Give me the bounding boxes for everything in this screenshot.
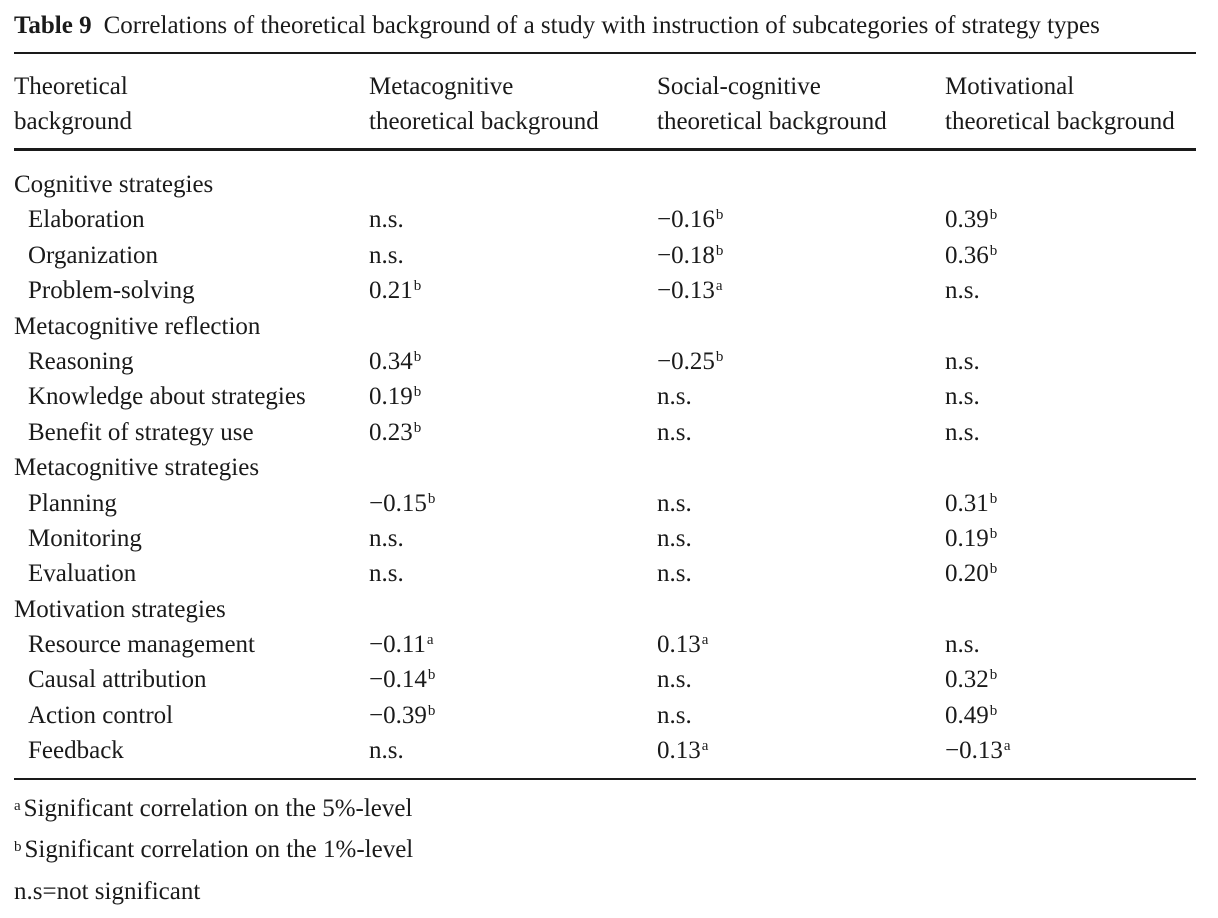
correlation-cell xyxy=(657,273,723,308)
significance-mark: b xyxy=(989,490,998,507)
header-social-cognitive: Social-cognitive theoretical background xyxy=(657,73,887,135)
footnote-ns xyxy=(14,875,200,909)
correlation-cell xyxy=(657,379,692,414)
footnote-text: Significant correlation on the 1%-level xyxy=(24,836,414,863)
row-label: Feedback xyxy=(28,737,124,765)
category-row xyxy=(0,450,1218,485)
correlation-cell xyxy=(369,521,404,556)
cell-value: n.s. xyxy=(657,489,692,517)
significance-mark: b xyxy=(427,702,436,719)
significance-mark: b xyxy=(413,384,422,401)
cell-value: n.s. xyxy=(945,631,980,659)
cell-value: 0.21 xyxy=(369,277,413,305)
cell-value: n.s. xyxy=(945,383,980,411)
category-row xyxy=(0,592,1218,627)
significance-mark: b xyxy=(427,490,436,507)
table-row xyxy=(0,344,1218,379)
correlation-cell xyxy=(657,238,723,273)
significance-mark: b xyxy=(413,278,422,295)
category-row xyxy=(0,309,1218,344)
row-label: Problem-solving xyxy=(28,277,195,305)
table-row xyxy=(0,556,1218,591)
significance-mark: a xyxy=(715,278,723,295)
cell-value: 0.34 xyxy=(369,347,413,375)
correlation-cell xyxy=(369,344,421,379)
cell-value: 0.39 xyxy=(945,206,989,234)
correlation-cell xyxy=(657,344,723,379)
table-title: Correlations of theoretical background of a study with instruction of subcategories of strategy types xyxy=(103,12,1100,39)
row-label: Elaboration xyxy=(28,206,145,234)
correlation-cell xyxy=(369,273,421,308)
significance-mark: b xyxy=(989,667,998,684)
cell-value: 0.19 xyxy=(369,383,413,411)
significance-mark: a xyxy=(701,632,709,649)
cell-value: n.s. xyxy=(657,524,692,552)
correlation-cell xyxy=(369,556,404,591)
cell-value: n.s. xyxy=(657,666,692,694)
correlation-cell xyxy=(945,733,1011,768)
cell-value: n.s. xyxy=(369,524,404,552)
significance-mark: a xyxy=(1003,738,1011,755)
correlation-cell xyxy=(657,662,692,697)
cell-value: 0.31 xyxy=(945,489,989,517)
top-rule xyxy=(14,52,1196,54)
correlation-cell xyxy=(657,556,692,591)
table-row xyxy=(0,521,1218,556)
cell-value: n.s. xyxy=(369,206,404,234)
header-rule xyxy=(14,148,1196,151)
cell-value: −0.25 xyxy=(657,347,715,375)
cell-value: 0.19 xyxy=(945,524,989,552)
correlation-cell xyxy=(657,733,708,768)
table-label: Table 9 xyxy=(14,12,92,39)
cell-value: −0.15 xyxy=(369,489,427,517)
correlation-cell xyxy=(945,238,997,273)
correlation-cell xyxy=(945,662,997,697)
correlation-cell xyxy=(657,627,708,662)
correlation-cell xyxy=(369,662,435,697)
row-label: Causal attribution xyxy=(28,666,207,694)
correlation-cell xyxy=(945,556,997,591)
cell-value: n.s. xyxy=(945,277,980,305)
category-label: Metacognitive strategies xyxy=(14,454,260,482)
correlation-cell xyxy=(945,202,997,237)
correlation-cell xyxy=(369,238,404,273)
category-label: Cognitive strategies xyxy=(14,171,214,198)
table-body xyxy=(0,167,1218,769)
correlation-cell xyxy=(657,486,692,521)
correlation-cell xyxy=(945,344,980,379)
significance-mark: b xyxy=(989,242,998,259)
table-row xyxy=(0,202,1218,237)
cell-value: 0.20 xyxy=(945,560,989,588)
cell-value: 0.36 xyxy=(945,241,989,269)
correlation-cell xyxy=(945,379,980,414)
table-row xyxy=(0,415,1218,450)
cell-value: n.s. xyxy=(945,347,980,375)
category-row xyxy=(0,167,1218,202)
correlation-cell xyxy=(369,379,421,414)
category-label: Motivation strategies xyxy=(14,595,226,623)
significance-mark: b xyxy=(715,242,724,259)
table-row xyxy=(0,238,1218,273)
correlation-cell xyxy=(369,415,421,450)
header-metacognitive: Metacognitive theoretical background xyxy=(369,73,599,135)
cell-value: −0.39 xyxy=(369,701,427,729)
cell-value: n.s. xyxy=(657,418,692,446)
significance-mark: b xyxy=(413,419,422,436)
correlation-cell xyxy=(945,698,997,733)
cell-value: 0.13 xyxy=(657,631,701,659)
cell-value: n.s. xyxy=(657,701,692,729)
correlation-cell xyxy=(369,202,404,237)
category-label: Metacognitive reflection xyxy=(14,312,261,340)
table-row xyxy=(0,273,1218,308)
row-label: Reasoning xyxy=(28,347,134,375)
correlation-cell xyxy=(945,415,980,450)
footnote-text: n.s=not significant xyxy=(14,878,201,905)
significance-mark: b xyxy=(715,207,724,224)
cell-value: n.s. xyxy=(369,737,404,765)
significance-mark: b xyxy=(989,561,998,578)
table-row xyxy=(0,379,1218,414)
correlation-cell xyxy=(945,627,980,662)
correlation-cell xyxy=(657,521,692,556)
cell-value: n.s. xyxy=(369,241,404,269)
cell-value: −0.11 xyxy=(369,631,426,659)
row-label: Evaluation xyxy=(28,560,137,588)
cell-value: n.s. xyxy=(369,560,404,588)
correlation-cell xyxy=(369,733,404,768)
correlation-cell xyxy=(945,521,997,556)
significance-mark: b xyxy=(989,702,998,719)
cell-value: −0.18 xyxy=(657,241,715,269)
row-label: Benefit of strategy use xyxy=(28,418,254,446)
correlation-cell xyxy=(657,698,692,733)
bottom-rule xyxy=(14,778,1196,780)
correlation-cell xyxy=(369,486,435,521)
significance-mark: b xyxy=(427,667,436,684)
table-row xyxy=(0,733,1218,768)
cell-value: −0.13 xyxy=(945,737,1003,765)
table-caption xyxy=(14,8,1204,44)
footnote-mark: a xyxy=(14,798,21,814)
significance-mark: b xyxy=(989,525,998,542)
significance-mark: b xyxy=(715,348,724,365)
table-row xyxy=(0,486,1218,521)
row-label: Monitoring xyxy=(28,524,142,552)
table-row xyxy=(0,662,1218,697)
correlation-cell xyxy=(657,202,723,237)
row-label: Organization xyxy=(28,241,159,269)
footnote-text: Significant correlation on the 5%-level xyxy=(23,795,413,822)
significance-mark: a xyxy=(701,738,709,755)
footnote-a xyxy=(14,792,412,826)
cell-value: n.s. xyxy=(945,418,980,446)
cell-value: 0.32 xyxy=(945,666,989,694)
correlation-cell xyxy=(369,627,434,662)
significance-mark: b xyxy=(989,207,998,224)
significance-mark: b xyxy=(413,348,422,365)
table-row xyxy=(0,627,1218,662)
row-label: Resource management xyxy=(28,631,255,659)
correlation-cell xyxy=(945,486,997,521)
correlation-cell xyxy=(369,698,435,733)
correlation-cell xyxy=(945,273,980,308)
cell-value: 0.23 xyxy=(369,418,413,446)
cell-value: −0.14 xyxy=(369,666,427,694)
row-label: Knowledge about strategies xyxy=(28,383,306,411)
row-label: Planning xyxy=(28,489,117,517)
cell-value: 0.49 xyxy=(945,701,989,729)
cell-value: 0.13 xyxy=(657,737,701,765)
cell-value: n.s. xyxy=(657,383,692,411)
cell-value: −0.13 xyxy=(657,277,715,305)
significance-mark: a xyxy=(426,632,434,649)
footnote-b xyxy=(14,833,413,867)
footnote-mark: b xyxy=(14,839,22,855)
correlation-cell xyxy=(657,415,692,450)
cell-value: −0.16 xyxy=(657,206,715,234)
header-motivational: Motivational theoretical background xyxy=(945,73,1175,135)
row-label: Action control xyxy=(28,701,174,729)
cell-value: n.s. xyxy=(657,560,692,588)
header-theoretical-background: Theoretical background xyxy=(14,73,133,135)
table-row xyxy=(0,698,1218,733)
